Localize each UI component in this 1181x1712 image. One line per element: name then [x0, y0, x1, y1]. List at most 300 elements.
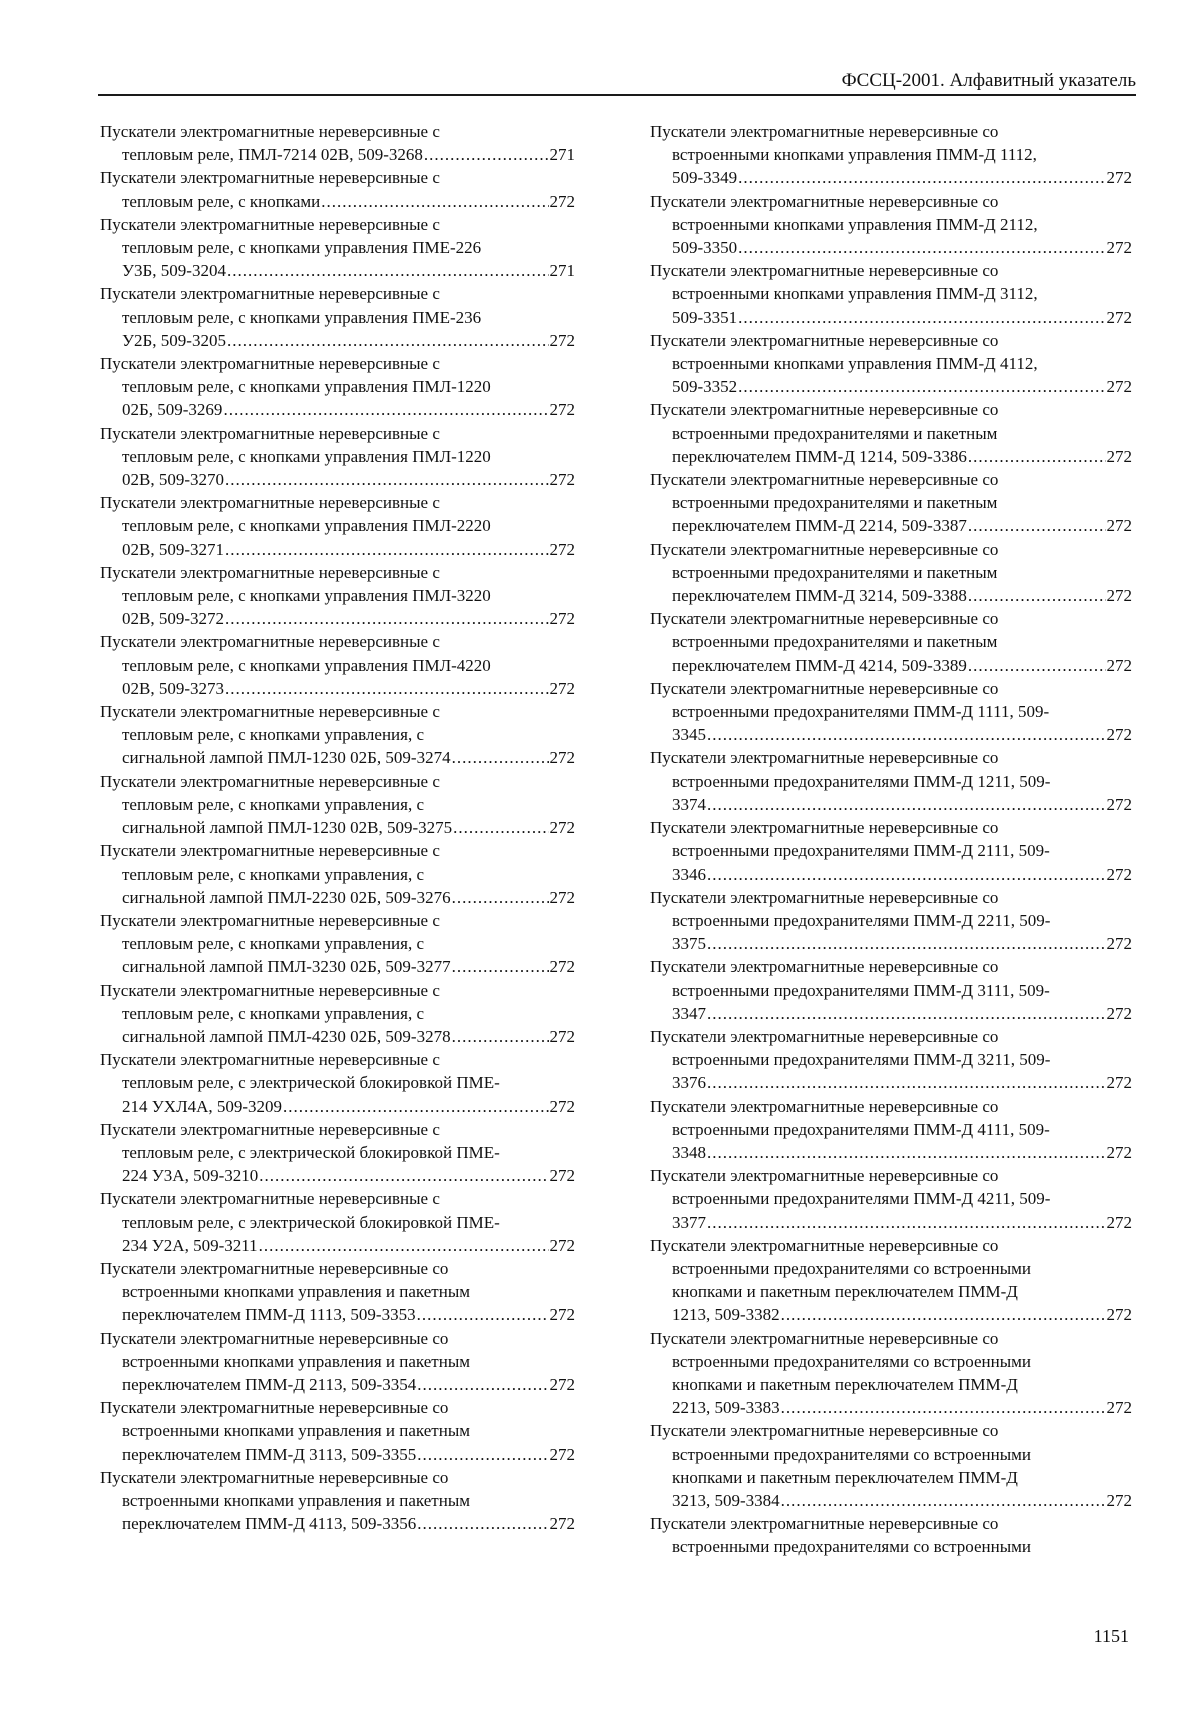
index-page-ref: 272: [549, 1026, 575, 1046]
dot-leader: [227, 259, 549, 282]
index-entry-text: Пускатели электромагнитные нереверсивные со: [650, 887, 999, 907]
index-entry-line: [650, 1512, 1132, 1535]
index-entry-line: [650, 979, 1132, 1002]
index-entry-line: [100, 1489, 575, 1512]
index-entry-line: [650, 445, 1132, 468]
index-entry-text: тепловым реле, с кнопками управления ПМЛ-4220: [122, 655, 491, 675]
index-page-ref: 272: [549, 957, 575, 977]
index-entry-text: кнопками и пакетным переключателем ПММ-Д: [672, 1467, 1018, 1487]
dot-leader: [452, 955, 549, 978]
index-entry: [100, 1396, 575, 1466]
index-entry-text: 02В, 509-3270: [122, 470, 224, 490]
index-entry-text: 3377: [672, 1212, 706, 1232]
index-entry-text: Пускатели электромагнитные нереверсивные со: [650, 1514, 999, 1534]
index-entry-text: 509-3350: [672, 238, 738, 258]
index-entry-line: [100, 677, 575, 700]
index-entry-text: тепловым реле, с электрической блокировкой ПМЕ-: [122, 1073, 500, 1093]
index-entry: [100, 770, 575, 840]
page-header: [98, 68, 1136, 96]
index-entry-text: встроенными кнопками управления и пакетным: [122, 1421, 471, 1441]
index-entry-line: [650, 1373, 1132, 1396]
index-entry-text: встроенными кнопками управления ПММ-Д 2112,: [672, 214, 1038, 234]
index-entry-text: 234 У2А, 509-3211: [122, 1235, 258, 1255]
index-entry: [100, 491, 575, 561]
index-entry-line: [650, 932, 1132, 955]
index-entry-text: тепловым реле, с кнопками управления ПМЛ-1220: [122, 446, 491, 466]
index-entry-text: переключателем ПММ-Д 1113, 509-3353: [122, 1305, 416, 1325]
index-page-ref: 272: [1106, 1003, 1132, 1023]
index-entry-line: [100, 1118, 575, 1141]
index-entry: [100, 282, 575, 352]
index-entry-line: [100, 514, 575, 537]
index-entry-line: [100, 306, 575, 329]
index-entry-line: [100, 143, 575, 166]
index-entry-line: [650, 329, 1132, 352]
index-entry-text: Пускатели электромагнитные нереверсивные со: [650, 400, 999, 420]
index-entry: [100, 352, 575, 422]
index-entry-text: встроенными предохранителями со встроенными: [672, 1537, 1031, 1557]
index-page-ref: 272: [1106, 377, 1132, 397]
index-entry-line: [100, 166, 575, 189]
index-entry-text: Пускатели электромагнитные нереверсивные с: [100, 1119, 440, 1139]
index-entry-line: [100, 1350, 575, 1373]
index-entry-text: тепловым реле, с кнопками управления ПМЛ-1220: [122, 377, 491, 397]
index-entry-text: переключателем ПММ-Д 4214, 509-3389: [672, 655, 967, 675]
dot-leader: [707, 1002, 1106, 1025]
index-entry: [100, 1257, 575, 1327]
index-entry-text: встроенными предохранителями ПММ-Д 4111, 509-: [672, 1119, 1050, 1139]
index-entry: [100, 839, 575, 909]
index-entry-text: Пускатели электромагнитные нереверсивные со: [650, 957, 999, 977]
index-page-ref: 272: [549, 1166, 575, 1186]
index-entry-text: переключателем ПММ-Д 4113, 509-3356: [122, 1514, 417, 1534]
index-entry: [650, 190, 1132, 260]
index-entry-line: [100, 1071, 575, 1094]
index-entry: [100, 909, 575, 979]
index-entry-line: [100, 1419, 575, 1442]
index-entry-text: встроенными предохранителями и пакетным: [672, 562, 998, 582]
index-page-ref: 272: [1106, 934, 1132, 954]
index-entry-text: Пускатели электромагнитные нереверсивные с: [100, 1050, 440, 1070]
index-entry-text: Пускатели электромагнитные нереверсивные с: [100, 841, 440, 861]
index-entry-text: тепловым реле, с кнопками: [122, 191, 321, 211]
index-entry-text: Пускатели электромагнитные нереверсивные со: [650, 1421, 999, 1441]
index-entry: [100, 700, 575, 770]
index-entry-text: встроенными предохранителями со встроенными: [672, 1258, 1031, 1278]
index-page-ref: 272: [549, 1096, 575, 1116]
index-entry-line: [100, 584, 575, 607]
index-page-ref: 272: [1106, 1073, 1132, 1093]
index-entry-text: встроенными предохранителями со встроенными: [672, 1444, 1031, 1464]
index-page-ref: 272: [1106, 168, 1132, 188]
index-page-ref: 272: [1106, 1212, 1132, 1232]
index-entry-line: [100, 1025, 575, 1048]
index-entry-text: тепловым реле, с кнопками управления, с: [122, 1003, 425, 1023]
index-entry: [650, 120, 1132, 190]
index-entry-text: встроенными предохранителями со встроенными: [672, 1351, 1031, 1371]
index-entry-line: [100, 422, 575, 445]
index-entry-line: [650, 143, 1132, 166]
index-entry-text: встроенными предохранителями ПММ-Д 3111, 509-: [672, 980, 1050, 1000]
index-entry-line: [650, 1535, 1132, 1558]
index-page-ref: 272: [1106, 725, 1132, 745]
index-page-ref: 272: [1106, 864, 1132, 884]
index-entry-text: сигнальной лампой ПМЛ-2230 02Б, 509-3276: [122, 887, 451, 907]
index-page-ref: 272: [1106, 586, 1132, 606]
index-entry-text: Пускатели электромагнитные нереверсивные с: [100, 771, 440, 791]
index-entry-text: встроенными кнопками управления ПММ-Д 3112,: [672, 284, 1038, 304]
index-page-ref: 272: [549, 191, 575, 211]
index-entry-text: 3375: [672, 934, 706, 954]
dot-leader: [707, 932, 1106, 955]
index-entry-line: [100, 886, 575, 909]
index-entry-line: [650, 909, 1132, 932]
index-entry-line: [650, 1489, 1132, 1512]
index-entry-text: Пускатели электромагнитные нереверсивные с: [100, 284, 440, 304]
dot-leader: [738, 236, 1105, 259]
index-entry: [100, 422, 575, 492]
index-entry-line: [100, 1234, 575, 1257]
page-number: 1151: [1093, 1626, 1129, 1646]
index-entry-text: встроенными кнопками управления ПММ-Д 1112,: [672, 145, 1037, 165]
index-page-ref: 272: [549, 818, 575, 838]
index-entry: [100, 213, 575, 283]
index-entry: [100, 561, 575, 631]
index-entry-text: Пускатели электромагнитные нереверсивные со: [650, 678, 999, 698]
index-entry-text: тепловым реле, с кнопками управления, с: [122, 725, 425, 745]
index-entry-text: тепловым реле, с кнопками управления ПМЕ-236: [122, 307, 482, 327]
index-entry-line: [100, 398, 575, 421]
dot-leader: [707, 1211, 1106, 1234]
index-entry-text: Пускатели электромагнитные нереверсивные с: [100, 354, 440, 374]
index-entry-text: 3347: [672, 1003, 706, 1023]
index-entry-text: 509-3352: [672, 377, 738, 397]
index-entry-text: Пускатели электромагнитные нереверсивные с: [100, 1189, 440, 1209]
index-entry: [100, 1466, 575, 1536]
index-page-ref: 272: [1106, 307, 1132, 327]
index-entry-line: [650, 839, 1132, 862]
index-entry-text: встроенными предохранителями и пакетным: [672, 632, 998, 652]
dot-leader: [968, 654, 1106, 677]
index-entry-line: [100, 1373, 575, 1396]
index-entry-line: [650, 1187, 1132, 1210]
index-entry-text: Пускатели электромагнитные нереверсивные со: [650, 191, 999, 211]
index-entry-line: [100, 839, 575, 862]
index-entry-line: [100, 654, 575, 677]
index-entry-line: [650, 120, 1132, 143]
index-entry-text: 3348: [672, 1142, 706, 1162]
index-entry-line: [100, 282, 575, 305]
index-entry-line: [650, 584, 1132, 607]
index-entry: [100, 979, 575, 1049]
dot-leader: [452, 746, 549, 769]
index-page-ref: 272: [549, 1374, 575, 1394]
index-entry-line: [100, 723, 575, 746]
index-entry: [650, 538, 1132, 608]
index-entry: [650, 677, 1132, 747]
index-entry-text: встроенными предохранителями ПММ-Д 1211, 509-: [672, 771, 1051, 791]
index-page-ref: 272: [1106, 1398, 1132, 1418]
index-entry-text: встроенными кнопками управления и пакетным: [122, 1490, 471, 1510]
index-entry-line: [650, 561, 1132, 584]
index-page-ref: 272: [549, 1305, 575, 1325]
index-entry-line: [100, 213, 575, 236]
dot-leader: [225, 607, 549, 630]
index-entry-text: Пускатели электромагнитные нереверсивные с: [100, 493, 440, 513]
index-entry-line: [650, 1350, 1132, 1373]
index-entry-text: 214 УХЛ4А, 509-3209: [122, 1096, 283, 1116]
index-entry-line: [100, 932, 575, 955]
index-entry: [100, 1048, 575, 1118]
index-entry: [650, 607, 1132, 677]
index-entry-line: [650, 630, 1132, 653]
index-page-ref: 271: [549, 145, 575, 165]
index-page-ref: 272: [549, 1514, 575, 1534]
running-title: ФССЦ-2001. Алфавитный указатель: [841, 70, 1136, 91]
index-entry-text: Пускатели электромагнитные нереверсивные с: [100, 980, 440, 1000]
index-entry-text: Пускатели электромагнитные нереверсивные с: [100, 122, 440, 141]
index-entry-line: [650, 306, 1132, 329]
index-entry-line: [100, 1164, 575, 1187]
index-entry-text: тепловым реле, с электрической блокировкой ПМЕ-: [122, 1212, 500, 1232]
index-entry-line: [100, 1466, 575, 1489]
index-entry-line: [650, 746, 1132, 769]
index-entry-text: кнопками и пакетным переключателем ПММ-Д: [672, 1374, 1018, 1394]
index-entry-text: Пускатели электромагнитные нереверсивные с: [100, 632, 440, 652]
dot-leader: [417, 1373, 548, 1396]
index-page-ref: 272: [549, 748, 575, 768]
dot-leader: [227, 329, 549, 352]
index-entry-text: Пускатели электромагнитные нереверсивные со: [650, 609, 999, 629]
index-entry: [650, 468, 1132, 538]
dot-leader: [781, 1396, 1106, 1419]
index-entry-line: [650, 1141, 1132, 1164]
index-entry-text: У3Б, 509-3204: [122, 261, 226, 281]
index-entry-line: [100, 770, 575, 793]
index-entry-text: Пускатели электромагнитные нереверсивные со: [100, 1258, 449, 1278]
index-entry-line: [100, 1048, 575, 1071]
index-entry-line: [100, 863, 575, 886]
dot-leader: [738, 166, 1105, 189]
dot-leader: [225, 538, 549, 561]
index-entry-line: [100, 491, 575, 514]
index-entry-line: [650, 1257, 1132, 1280]
index-entry: [650, 1234, 1132, 1327]
dot-leader: [417, 1443, 548, 1466]
index-entry-text: сигнальной лампой ПМЛ-1230 02В, 509-3275: [122, 818, 453, 838]
index-entry-text: Пускатели электромагнитные нереверсивные со: [650, 261, 999, 281]
index-page-ref: 272: [549, 678, 575, 698]
index-entry-text: 3346: [672, 864, 706, 884]
index-entry-line: [650, 793, 1132, 816]
index-entry-text: Пускатели электромагнитные нереверсивные со: [650, 1328, 999, 1348]
index-entry: [650, 398, 1132, 468]
dot-leader: [707, 793, 1106, 816]
index-entry-text: встроенными предохранителями и пакетным: [672, 493, 998, 513]
index-entry-line: [650, 1095, 1132, 1118]
index-entry-line: [100, 120, 575, 143]
index-entry-text: 224 У3А, 509-3210: [122, 1166, 259, 1186]
index-entry-line: [650, 677, 1132, 700]
dot-leader: [321, 190, 548, 213]
index-entry-text: тепловым реле, с кнопками управления, с: [122, 864, 425, 884]
index-entry-text: сигнальной лампой ПМЛ-1230 02Б, 509-3274: [122, 748, 451, 768]
index-entry-text: Пускатели электромагнитные нереверсивные со: [650, 539, 999, 559]
index-entry-text: 02В, 509-3273: [122, 678, 224, 698]
index-entry-text: Пускатели электромагнитные нереверсивные со: [650, 1166, 999, 1186]
index-entry-line: [650, 1280, 1132, 1303]
index-entry-line: [650, 1327, 1132, 1350]
index-entry-line: [100, 607, 575, 630]
index-entry-text: Пускатели электромагнитные нереверсивные с: [100, 702, 440, 722]
index-entry: [100, 1327, 575, 1397]
index-entry-line: [100, 329, 575, 352]
index-entry-line: [650, 1443, 1132, 1466]
index-entry-text: тепловым реле, с электрической блокировкой ПМЕ-: [122, 1142, 500, 1162]
index-entry-line: [100, 909, 575, 932]
index-entry-line: [650, 166, 1132, 189]
index-entry-text: переключателем ПММ-Д 2113, 509-3354: [122, 1374, 417, 1394]
index-entry-line: [100, 1280, 575, 1303]
index-entry: [650, 746, 1132, 816]
index-entry-text: Пускатели электромагнитные нереверсивные с: [100, 910, 440, 930]
index-page-ref: 271: [549, 261, 575, 281]
index-entry: [650, 1419, 1132, 1512]
index-page-ref: 272: [1106, 238, 1132, 258]
index-entry-line: [100, 538, 575, 561]
index-entry-line: [100, 1512, 575, 1535]
index-entry: [650, 329, 1132, 399]
index-entry-text: встроенными предохранителями ПММ-Д 2111, 509-: [672, 841, 1050, 861]
index-entry-line: [100, 445, 575, 468]
dot-leader: [225, 468, 549, 491]
dot-leader: [452, 1025, 549, 1048]
index-entry: [650, 1025, 1132, 1095]
index-entry-line: [650, 282, 1132, 305]
index-entry-line: [100, 979, 575, 1002]
dot-leader: [225, 677, 549, 700]
index-entry-text: встроенными кнопками управления и пакетным: [122, 1351, 471, 1371]
index-entry-line: [100, 352, 575, 375]
index-entry-text: Пускатели электромагнитные нереверсивные со: [100, 1328, 449, 1348]
dot-leader: [417, 1512, 548, 1535]
index-entry-line: [100, 1303, 575, 1326]
index-entry-text: Пускатели электромагнитные нереверсивные со: [100, 1398, 449, 1418]
index-entry: [650, 1512, 1132, 1558]
index-page-ref: 272: [549, 539, 575, 559]
dot-leader: [738, 375, 1105, 398]
index-entry: [650, 886, 1132, 956]
index-entry-text: 509-3351: [672, 307, 738, 327]
index-page-ref: 272: [1106, 794, 1132, 814]
index-entry-text: встроенными предохранителями и пакетным: [672, 423, 998, 443]
index-entry-line: [650, 190, 1132, 213]
index-entry: [650, 816, 1132, 886]
index-entry-line: [650, 607, 1132, 630]
index-entry-line: [650, 863, 1132, 886]
index-entry: [650, 1095, 1132, 1165]
index-entry-line: [650, 1303, 1132, 1326]
index-entry: [100, 166, 575, 212]
dot-leader: [707, 1141, 1106, 1164]
index-column-right: [650, 120, 1132, 1559]
index-entry-line: [650, 1025, 1132, 1048]
index-entry-line: [650, 259, 1132, 282]
index-entry-text: встроенными кнопками управления и пакетным: [122, 1282, 471, 1302]
dot-leader: [424, 143, 549, 166]
index-entry-text: 1213, 509-3382: [672, 1305, 780, 1325]
index-entry-line: [650, 213, 1132, 236]
index-entry-text: встроенными предохранителями ПММ-Д 4211, 509-: [672, 1189, 1051, 1209]
index-page-ref: 272: [1106, 1305, 1132, 1325]
index-entry-text: 02В, 509-3271: [122, 539, 224, 559]
index-entry-line: [650, 1118, 1132, 1141]
index-entry-text: Пускатели электромагнитные нереверсивные со: [650, 748, 999, 768]
index-entry-text: Пускатели электромагнитные нереверсивные с: [100, 562, 440, 582]
index-entry-text: переключателем ПММ-Д 2214, 509-3387: [672, 516, 967, 536]
dot-leader: [781, 1489, 1106, 1512]
index-entry-line: [100, 259, 575, 282]
index-entry-line: [650, 1211, 1132, 1234]
dot-leader: [707, 1071, 1106, 1094]
index-page-ref: 272: [1106, 655, 1132, 675]
index-entry-text: Пускатели электромагнитные нереверсивные со: [650, 470, 999, 490]
dot-leader: [223, 398, 548, 421]
index-entry-line: [650, 422, 1132, 445]
index-entry-line: [650, 700, 1132, 723]
index-entry-text: Пускатели электромагнитные нереверсивные со: [650, 818, 999, 838]
dot-leader: [453, 816, 548, 839]
index-entry-line: [650, 375, 1132, 398]
index-entry-text: встроенными кнопками управления ПММ-Д 4112,: [672, 354, 1038, 374]
index-entry-line: [100, 1443, 575, 1466]
index-page-ref: 272: [1106, 516, 1132, 536]
index-entry-text: встроенными предохранителями ПММ-Д 1111, 509-: [672, 702, 1050, 722]
dot-leader: [968, 514, 1106, 537]
index-entry-text: 3374: [672, 794, 706, 814]
index-entry-line: [100, 190, 575, 213]
dot-leader: [781, 1303, 1106, 1326]
index-page-ref: 272: [1106, 446, 1132, 466]
index-entry-text: Пускатели электромагнитные нереверсивные с: [100, 214, 440, 234]
index-entry: [100, 120, 575, 166]
index-entry-line: [100, 1396, 575, 1419]
index-entry-line: [650, 1071, 1132, 1094]
index-entry-line: [650, 398, 1132, 421]
index-entry-line: [650, 352, 1132, 375]
index-entry-line: [650, 538, 1132, 561]
index-entry-line: [650, 468, 1132, 491]
index-page-ref: 272: [549, 887, 575, 907]
index-entry: [650, 955, 1132, 1025]
index-entry-line: [650, 1002, 1132, 1025]
index-entry-line: [100, 468, 575, 491]
index-entry-line: [100, 236, 575, 259]
index-entry-line: [650, 955, 1132, 978]
index-page-ref: 272: [1106, 1142, 1132, 1162]
index-entry-line: [650, 1048, 1132, 1071]
dot-leader: [452, 886, 549, 909]
dot-leader: [283, 1095, 548, 1118]
dot-leader: [417, 1303, 549, 1326]
index-entry-line: [650, 770, 1132, 793]
index-entry-text: переключателем ПММ-Д 3214, 509-3388: [672, 586, 967, 606]
index-entry-line: [650, 1466, 1132, 1489]
index-entry: [650, 1164, 1132, 1234]
index-entry-text: 3345: [672, 725, 706, 745]
index-entry-line: [100, 1095, 575, 1118]
index-entry-text: тепловым реле, с кнопками управления ПМЕ-226: [122, 238, 482, 258]
